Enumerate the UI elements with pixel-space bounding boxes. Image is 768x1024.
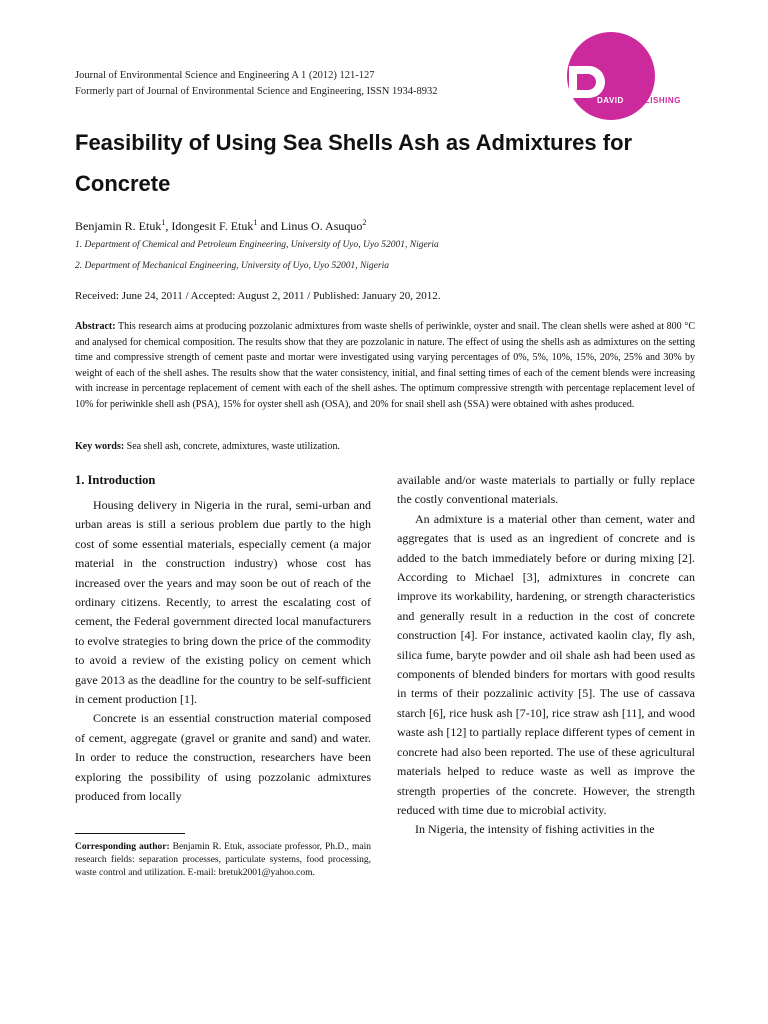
journal-header [75, 68, 437, 100]
body-paragraph: Concrete is an essential construction material composed of cement, aggregate (gravel or granite and sand) and water. In order to reduce the construction, researchers have been exploring the possibility of using pozzolanic admixtures produced from locally [75, 711, 371, 804]
author-name: Linus O. Asuquo [280, 219, 363, 233]
logo-word-david: DAVID [597, 96, 624, 105]
author-name: Idongesit F. Etuk [171, 219, 254, 233]
author-affiliation-marker: 1 [253, 218, 258, 227]
author-list [75, 214, 366, 235]
author-separator: , [165, 219, 172, 233]
journal-former: Formerly part of Journal of Environmental Science and Engineering, ISSN 1934-8932 [75, 86, 438, 97]
keywords-label: Key words: [75, 441, 125, 452]
keywords-text: Sea shell ash, concrete, admixtures, waste utilization. [124, 441, 340, 452]
author-affiliation-marker: 1 [161, 218, 166, 227]
logo-d-icon [567, 64, 613, 100]
footnote-text: Benjamin R. Etuk, associate professor, Ph.D., main research fields: separation processes, particulate systems, food processing, waste control and utilization. E-mail: bretuk2001@yahoo.com. [75, 842, 371, 878]
right-column [397, 471, 695, 840]
corresponding-author-footnote [75, 841, 371, 879]
abstract-text: This research aims at producing pozzolanic admixtures from waste shells of periwinkle, oyster and snail. The clean shells were ashed at 800 °C and analysed for chemical composition. The results show that they are pozzolanic in nature. The effect of using the shells ash as admixtures on the setting time and compressive strength of cement paste and mortar were investigated using varying percentages of 0%, 5%, 10%, 15%, 20%, 25% and 30% by weight of each of the shell ashes. The results show that the water consistency, initial, and final setting times of each of the cement blends were increasing with increase in percentage replacement of cement with each of the shell ashes. The optimum compressive strength with percentage replacement level of 10% for periwinkle shell ash (PSA), 15% for oyster shell ash (OSA), and 20% for snail shell ash (SSA) were obtained with ashes produced. [75, 321, 695, 410]
keywords [75, 439, 695, 454]
paper-title: Feasibility of Using Sea Shells Ash as Admixtures for Concrete [75, 130, 633, 196]
abstract-label: Abstract: [75, 321, 116, 332]
author-name: Benjamin R. Etuk [75, 219, 162, 233]
body-paragraph: An admixture is a material other than cement, water and aggregates that is used as an ingredient of concrete and is added to the batch immediately before or during mixing [2]. According to Michael [3], admixtures in concrete can improve its workability, hardening, or strength characteristics and generally result in a reduction in the cost of concrete construction [4]. For instance, activated kaolin clay, fly ash, silica fume, baryte powder and oil shale ash had been used as components of blended binders for mortars with good results in terms of their pozzalinic activity [5]. The use of cassava starch [6], rice husk ash [7-10], rice straw ash [11], and wood waste ash [12] to partially replace different types of cement in concrete had also been reported. The use of these agricultural materials helped to reduce waste as well as improve the strength properties of the concrete. However, the strength reduced with time due to microbial activity. [397, 511, 695, 817]
journal-citation: Journal of Environmental Science and Engineering A 1 (2012) 121-127 [75, 70, 375, 81]
logo-wordmark [597, 96, 681, 105]
section-heading-introduction: 1. Introduction [75, 473, 156, 487]
publisher-logo [553, 32, 703, 122]
footnote-divider [75, 833, 185, 834]
author-affiliation-marker: 2 [362, 218, 367, 227]
left-column [75, 496, 371, 807]
body-paragraph: available and/or waste materials to partially or fully replace the costly conventional materials. [397, 473, 695, 507]
affiliation-2: 2. Department of Mechanical Engineering, University of Uyo, Uyo 52001, Nigeria [75, 261, 389, 271]
abstract [75, 319, 695, 412]
publication-dates: Received: June 24, 2011 / Accepted: August 2, 2011 / Published: January 20, 2012. [75, 290, 441, 302]
footnote-label: Corresponding author: [75, 842, 170, 852]
logo-word-publishing: PUBLISHING [626, 96, 681, 105]
author-separator: and [257, 219, 281, 233]
affiliation-1: 1. Department of Chemical and Petroleum Engineering, University of Uyo, Uyo 52001, Nigeria [75, 240, 439, 250]
body-paragraph: Housing delivery in Nigeria in the rural, semi-urban and urban areas is still a serious problem due partly to the high cost of some essential materials, especially cement (a major material in the construction industry) whose cost has increased over the years and may soon be out of reach of the ordinary citizens. Recently, to arrest the escalating cost of cement, the Federal government directed local manufacturers to evolve strategies to bring down the price of the commodity to avoid a review of the existing policy on cement which gave 2013 as the deadline for the country to be self-sufficient in cement production [1]. [75, 498, 371, 707]
body-paragraph: In Nigeria, the intensity of fishing activities in the [415, 822, 655, 837]
